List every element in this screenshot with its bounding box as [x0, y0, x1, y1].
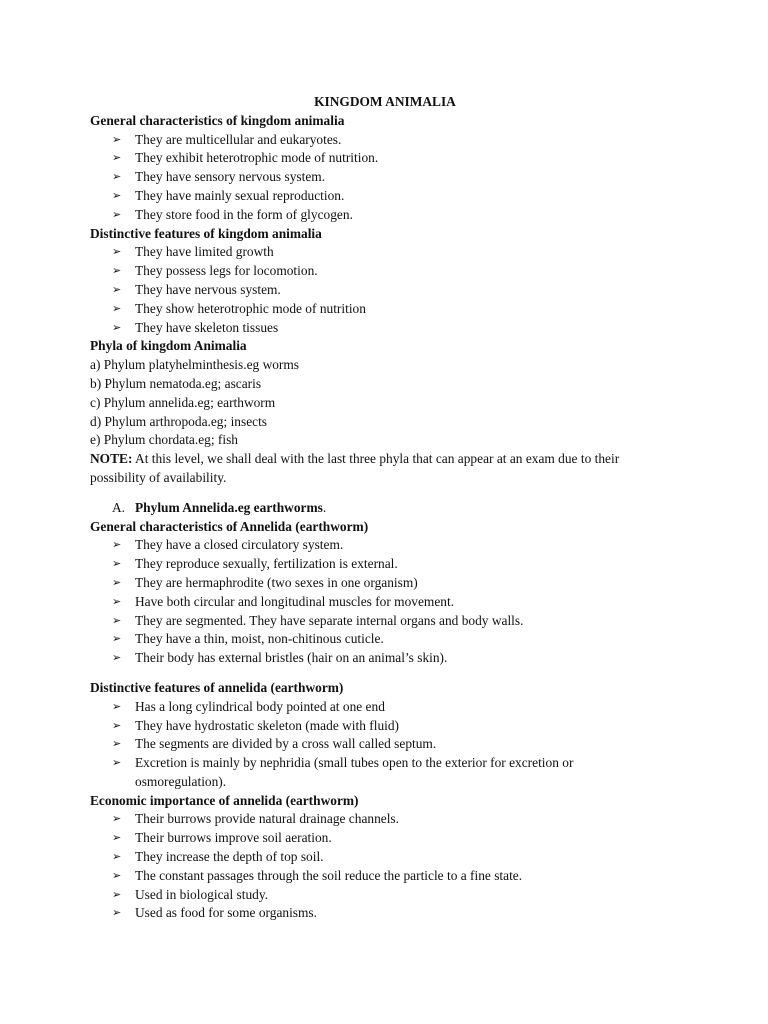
- bullet-arrow-icon: ➢: [112, 302, 122, 315]
- document-page: [90, 93, 680, 923]
- general-list-item: [90, 131, 680, 150]
- general-list-item: [90, 206, 680, 225]
- list-item-text: They exhibit heterotrophic mode of nutrition.: [135, 150, 379, 166]
- annelida-economic-item: [90, 848, 680, 867]
- list-item-text: Used in biological study.: [135, 886, 269, 902]
- bullet-arrow-icon: ➢: [112, 907, 122, 920]
- list-item-text: They have a thin, moist, non-chitinous cuticle.: [135, 631, 384, 647]
- list-item-text: They have sensory nervous system.: [135, 169, 326, 185]
- annelida-distinctive-item: [90, 735, 680, 754]
- bullet-arrow-icon: ➢: [112, 832, 122, 845]
- list-item-text: They have limited growth: [135, 244, 274, 260]
- list-item-text: Has a long cylindrical body pointed at one end: [135, 698, 385, 714]
- list-item-text: They have skeleton tissues: [135, 319, 279, 335]
- annelida-general-item: [90, 555, 680, 574]
- annelida-distinctive-item: [90, 754, 680, 773]
- list-item-text: They have mainly sexual reproduction.: [135, 187, 345, 203]
- annelida-general-item: [90, 630, 680, 649]
- note-paragraph: [90, 450, 680, 469]
- bullet-arrow-icon: ➢: [112, 539, 122, 552]
- list-item-text: Excretion is mainly by nephridia (small tubes open to the exterior for excretion or: [135, 755, 574, 771]
- annelida-economic-item: [90, 904, 680, 923]
- bullet-arrow-icon: ➢: [112, 558, 122, 571]
- distinctive-list: [90, 243, 680, 337]
- annelida-title: Phylum Annelida.eg earthworms: [135, 499, 323, 515]
- annelida-economic-heading: Economic importance of annelida (earthworm): [90, 792, 359, 808]
- list-item-text: They have hydrostatic skeleton (made with fluid): [135, 717, 400, 733]
- general-list-item: [90, 168, 680, 187]
- annelida-distinctive-heading: Distinctive features of annelida (earthworm): [90, 679, 344, 695]
- bullet-arrow-icon: ➢: [112, 152, 122, 165]
- list-item-text: They are hermaphrodite (two sexes in one organism): [135, 574, 418, 590]
- phylum-list-item: c) Phylum annelida.eg; earthworm: [90, 394, 276, 410]
- bullet-arrow-icon: ➢: [112, 208, 122, 221]
- annelida-general-item: [90, 612, 680, 631]
- bullet-arrow-icon: ➢: [112, 265, 122, 278]
- annelida-economic-list: [90, 810, 680, 923]
- bullet-arrow-icon: ➢: [112, 633, 122, 646]
- phyla-list: [90, 356, 680, 450]
- annelida-general-item: [90, 574, 680, 593]
- bullet-arrow-icon: ➢: [112, 171, 122, 184]
- list-item-text: Have both circular and longitudinal muscles for movement.: [135, 593, 455, 609]
- annelida-section-title: [90, 499, 680, 518]
- general-list: [90, 131, 680, 225]
- bullet-arrow-icon: ➢: [112, 614, 122, 627]
- list-item-text: They possess legs for locomotion.: [135, 263, 318, 279]
- bullet-arrow-icon: ➢: [112, 321, 122, 334]
- annelida-distinctive-continuation: osmoregulation).: [135, 773, 227, 789]
- bullet-arrow-icon: ➢: [112, 813, 122, 826]
- phylum-list-item: e) Phylum chordata.eg; fish: [90, 432, 239, 448]
- list-item-text: The segments are divided by a cross wall called septum.: [135, 736, 437, 752]
- bullet-arrow-icon: ➢: [112, 869, 122, 882]
- bullet-arrow-icon: ➢: [112, 652, 122, 665]
- annelida-general-list: [90, 536, 680, 668]
- annelida-distinctive-list: [90, 698, 680, 773]
- bullet-arrow-icon: ➢: [112, 888, 122, 901]
- list-item-text: They are segmented. They have separate internal organs and body walls.: [135, 612, 524, 628]
- distinctive-heading: Distinctive features of kingdom animalia: [90, 225, 322, 241]
- annelida-economic-item: [90, 829, 680, 848]
- general-heading: General characteristics of kingdom animalia: [90, 112, 345, 128]
- list-item-text: They have nervous system.: [135, 281, 281, 297]
- bullet-arrow-icon: ➢: [112, 851, 122, 864]
- bullet-arrow-icon: ➢: [112, 246, 122, 259]
- section-letter: A.: [112, 499, 126, 515]
- distinctive-list-item: [90, 319, 680, 338]
- list-item-text: Their burrows provide natural drainage channels.: [135, 811, 399, 827]
- list-item-text: They store food in the form of glycogen.: [135, 206, 353, 222]
- bullet-arrow-icon: ➢: [112, 757, 122, 770]
- annelida-economic-item: [90, 867, 680, 886]
- annelida-general-heading: General characteristics of Annelida (earthworm): [90, 518, 369, 534]
- annelida-economic-item: [90, 810, 680, 829]
- page-title: KINGDOM ANIMALIA: [314, 94, 456, 109]
- list-item-text: Used as food for some organisms.: [135, 905, 317, 921]
- distinctive-list-item: [90, 262, 680, 281]
- bullet-arrow-icon: ➢: [112, 133, 122, 146]
- general-list-item: [90, 149, 680, 168]
- annelida-general-item: [90, 649, 680, 668]
- annelida-economic-item: [90, 886, 680, 905]
- annelida-distinctive-item: [90, 717, 680, 736]
- note-text-line1: At this level, we shall deal with the last three phyla that can appear at an exam due to their: [132, 451, 620, 467]
- list-item-text: Their body has external bristles (hair on an animal’s skin).: [135, 650, 448, 666]
- list-item-text: They are multicellular and eukaryotes.: [135, 131, 342, 147]
- distinctive-list-item: [90, 281, 680, 300]
- bullet-arrow-icon: ➢: [112, 700, 122, 713]
- annelida-general-item: [90, 536, 680, 555]
- annelida-title-end: .: [322, 499, 327, 515]
- annelida-distinctive-item: [90, 698, 680, 717]
- list-item-text: They reproduce sexually, fertilization is external.: [135, 556, 398, 572]
- distinctive-list-item: [90, 300, 680, 319]
- note-text-line2: possibility of availability.: [90, 469, 227, 485]
- bullet-arrow-icon: ➢: [112, 738, 122, 751]
- annelida-general-item: [90, 593, 680, 612]
- distinctive-list-item: [90, 243, 680, 262]
- list-item-text: Their burrows improve soil aeration.: [135, 830, 332, 846]
- phylum-list-item: d) Phylum arthropoda.eg; insects: [90, 413, 268, 429]
- note-label: NOTE:: [90, 451, 133, 467]
- bullet-arrow-icon: ➢: [112, 719, 122, 732]
- list-item-text: They have a closed circulatory system.: [135, 537, 344, 553]
- list-item-text: They increase the depth of top soil.: [135, 849, 324, 865]
- phylum-list-item: a) Phylum platyhelminthesis.eg worms: [90, 357, 300, 373]
- bullet-arrow-icon: ➢: [112, 595, 122, 608]
- list-item-text: The constant passages through the soil reduce the particle to a fine state.: [135, 867, 523, 883]
- general-list-item: [90, 187, 680, 206]
- bullet-arrow-icon: ➢: [112, 576, 122, 589]
- phyla-heading: Phyla of kingdom Animalia: [90, 338, 247, 354]
- bullet-arrow-icon: ➢: [112, 189, 122, 202]
- list-item-text: They show heterotrophic mode of nutrition: [135, 300, 366, 316]
- bullet-arrow-icon: ➢: [112, 283, 122, 296]
- phylum-list-item: b) Phylum nematoda.eg; ascaris: [90, 375, 262, 391]
